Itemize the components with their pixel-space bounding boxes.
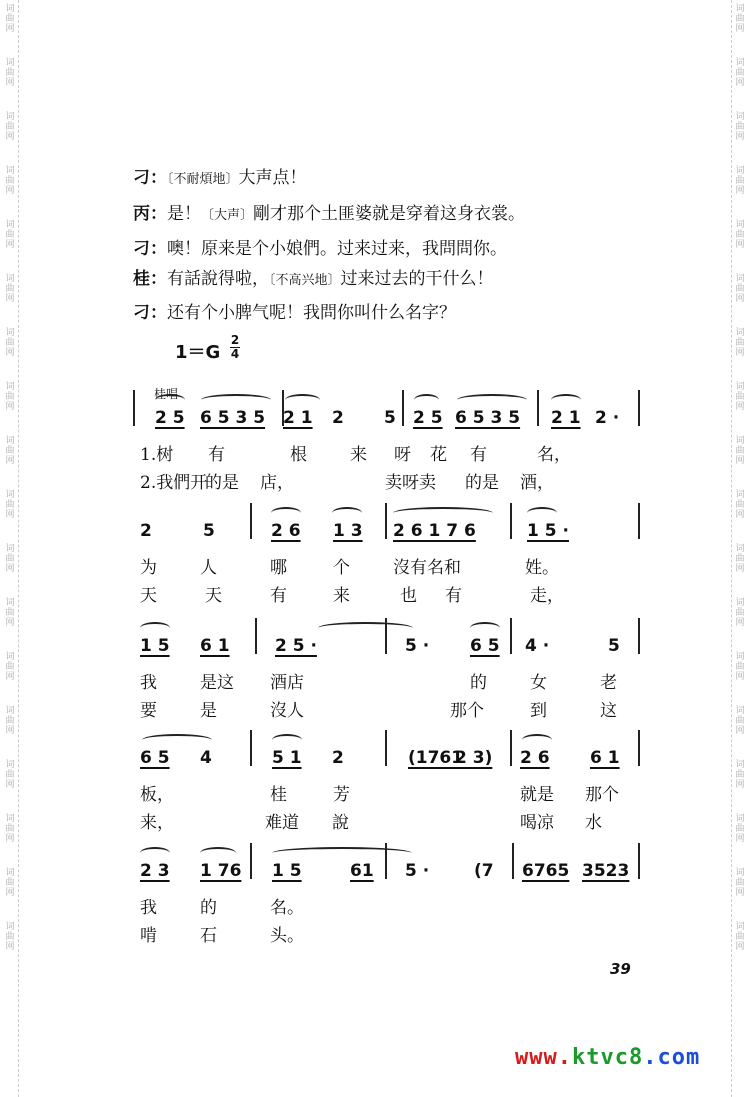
slur: [200, 847, 236, 859]
slur: [527, 507, 557, 519]
lyric-verse1: 那个: [585, 785, 619, 805]
lyric-verse2: 是: [200, 701, 217, 721]
bar-line: [250, 843, 252, 879]
lyric-verse1: 哪: [270, 558, 287, 578]
bar-line: [638, 618, 640, 654]
margin-watermark-text: 词 曲 网: [5, 328, 15, 358]
time-top: 2: [230, 333, 240, 347]
lyric-verse2: 酒，: [520, 473, 554, 493]
dialogue-line: [133, 264, 494, 289]
note-group: 61: [350, 861, 374, 881]
note-group: 3523: [582, 861, 630, 881]
lyric-verse2: 喝凉: [520, 813, 554, 833]
lyric-verse1: 为: [140, 558, 157, 578]
dialogue-text: 还有个小脾气呢！我問你叫什么名字？: [167, 303, 456, 323]
lyric-verse2: 的是: [205, 473, 239, 493]
dialogue-line: [133, 199, 525, 224]
speaker: 刁：: [133, 239, 167, 259]
slur: [285, 394, 320, 406]
lyric-verse2: 难道: [265, 813, 299, 833]
margin-watermark-text: 词 曲 网: [5, 436, 15, 466]
left-margin-watermark: [2, 0, 19, 1097]
margin-watermark-text: 词 曲 网: [5, 112, 15, 142]
dialogue-text: 大声点！: [238, 168, 307, 188]
speaker: 刁：: [133, 168, 167, 188]
margin-watermark-text: 词 曲 网: [5, 652, 15, 682]
lyric-verse2: 也: [400, 586, 417, 606]
note-group: 1 5: [140, 636, 170, 656]
note-group: 6 5 3 5: [455, 408, 521, 428]
slur: [155, 394, 185, 406]
margin-watermark-text: 词 曲 网: [735, 112, 745, 142]
lyric-verse1: 我: [140, 673, 157, 693]
margin-watermark-text: 词 曲 网: [735, 58, 745, 88]
lyric-verse1: 姓。: [525, 558, 559, 578]
lyric-verse1: 名。: [270, 898, 304, 918]
lyric-verse2: 到: [530, 701, 547, 721]
margin-watermark-text: 词 曲 网: [735, 544, 745, 574]
note-group: 6 5 3 5: [200, 408, 266, 428]
key-signature: 1＝G: [175, 342, 221, 363]
lyric-verse2: 店，: [260, 473, 294, 493]
bar-line: [250, 730, 252, 766]
lyric-verse1: 桂: [270, 785, 287, 805]
bar-line: [402, 390, 404, 426]
lyric-verse2: 来: [333, 586, 350, 606]
note-group: 2 3): [455, 748, 493, 768]
margin-watermark-text: 词 曲 网: [5, 274, 15, 304]
note-group: 1 76: [200, 861, 242, 881]
page-number: 39: [610, 960, 631, 978]
margin-watermark-text: 词 曲 网: [5, 598, 15, 628]
lyric-verse2: 走，: [530, 586, 564, 606]
note-group: 6 5: [470, 636, 500, 656]
slur: [272, 734, 302, 746]
speaker: 桂：: [133, 269, 167, 289]
dialogue-text: 噢！原来是个小娘們。过来过来，我問問你。: [167, 239, 507, 259]
note-group: 2 6: [520, 748, 550, 768]
lyric-verse1: 女: [530, 673, 547, 693]
lyric-verse2: 有: [270, 586, 287, 606]
margin-watermark-text: 词 曲 网: [735, 382, 745, 412]
dialogue-text: 有話說得啦，: [167, 269, 269, 289]
bar-line: [510, 618, 512, 654]
slur: [272, 847, 412, 859]
dialogue-text: 过来过去的干什么！: [340, 269, 494, 289]
note-group: 5: [384, 408, 396, 428]
note-group: 2 ·: [595, 408, 620, 428]
margin-watermark-text: 词 曲 网: [5, 220, 15, 250]
margin-watermark-text: 词 曲 网: [5, 544, 15, 574]
lyric-verse1: 板，: [140, 785, 174, 805]
stage-direction: 〔不高兴地〕: [269, 273, 341, 288]
note-group: 2: [332, 748, 344, 768]
bar-line: [510, 503, 512, 539]
time-signature: [230, 334, 240, 361]
lyric-verse1: 沒有名和: [393, 558, 461, 578]
margin-watermark-text: 词 曲 网: [735, 4, 745, 34]
lyric-verse1: 有: [470, 445, 487, 465]
stage-direction: 〔大声〕: [201, 208, 254, 223]
slur: [332, 507, 362, 519]
site-watermark: [515, 1045, 700, 1070]
margin-watermark-text: 词 曲 网: [735, 652, 745, 682]
margin-watermark-text: 词 曲 网: [5, 922, 15, 952]
margin-watermark-text: 词 曲 网: [5, 490, 15, 520]
bar-line: [133, 390, 135, 426]
lyric-verse2: 有: [445, 586, 462, 606]
bar-line: [255, 618, 257, 654]
slur: [393, 507, 493, 519]
note-group: 2 5: [413, 408, 443, 428]
note-group: 2 3: [140, 861, 170, 881]
note-group: 6 1: [200, 636, 230, 656]
lyric-verse2: 天: [140, 586, 157, 606]
lyric-verse2: 那个: [450, 701, 484, 721]
lyric-verse2: 水: [585, 813, 602, 833]
slur: [470, 622, 500, 634]
stage-direction: 〔不耐煩地〕: [167, 172, 239, 187]
lyric-verse1: 呀: [394, 445, 411, 465]
dialogue-line: [133, 298, 456, 323]
margin-watermark-text: 词 曲 网: [5, 166, 15, 196]
lyric-verse1: 来: [350, 445, 367, 465]
note-group: 2: [332, 408, 344, 428]
dialogue-text: 是！: [167, 204, 201, 224]
note-group: 5 ·: [405, 861, 430, 881]
bar-line: [510, 730, 512, 766]
lyric-verse1: 的: [200, 898, 217, 918]
site-part2: ktvc8: [571, 1045, 644, 1070]
slur: [551, 394, 581, 406]
lyric-verse2: 啃: [140, 926, 157, 946]
margin-watermark-text: 词 曲 网: [5, 382, 15, 412]
lyric-verse1: 人: [200, 558, 217, 578]
lyric-verse1: 有: [208, 445, 225, 465]
right-margin-watermark: [731, 0, 748, 1097]
note-group: 4 ·: [525, 636, 550, 656]
margin-watermark-text: 词 曲 网: [5, 868, 15, 898]
lyric-verse2: 天: [205, 586, 222, 606]
slur: [457, 394, 527, 406]
margin-watermark-text: 词 曲 网: [735, 760, 745, 790]
note-group: 1 5 ·: [527, 521, 569, 541]
lyric-verse2: 2.我們开: [140, 473, 208, 493]
lyric-verse1: 个: [333, 558, 350, 578]
margin-watermark-text: 词 曲 网: [735, 436, 745, 466]
note-group: 5 ·: [405, 636, 430, 656]
margin-watermark-text: 词 曲 网: [735, 814, 745, 844]
speaker: 刁：: [133, 303, 167, 323]
slur: [140, 847, 170, 859]
bar-line: [537, 390, 539, 426]
lyric-verse1: 是这: [200, 673, 234, 693]
lyric-verse1: 酒店: [270, 673, 304, 693]
dialogue-line: [133, 234, 507, 259]
note-group: 6 5: [140, 748, 170, 768]
note-group: (1761: [408, 748, 464, 768]
note-group: 2: [140, 521, 152, 541]
lyric-verse2: 头。: [270, 926, 304, 946]
slur: [140, 622, 170, 634]
margin-watermark-text: 词 曲 网: [5, 760, 15, 790]
margin-watermark-text: 词 曲 网: [735, 274, 745, 304]
lyric-verse2: 石: [200, 926, 217, 946]
bar-line: [385, 503, 387, 539]
bar-line: [638, 730, 640, 766]
lyric-verse1: 的: [470, 673, 487, 693]
bar-line: [512, 843, 514, 879]
margin-watermark-text: 词 曲 网: [735, 328, 745, 358]
lyric-verse2: 来，: [140, 813, 174, 833]
slur: [201, 394, 271, 406]
note-group: 5 1: [272, 748, 302, 768]
margin-watermark-text: 词 曲 网: [5, 4, 15, 34]
note-group: 1 5: [272, 861, 302, 881]
note-group: 2 1: [551, 408, 581, 428]
note-group: 1 3: [333, 521, 363, 541]
site-part3: .com: [643, 1045, 701, 1070]
margin-watermark-text: 词 曲 网: [735, 166, 745, 196]
margin-watermark-text: 词 曲 网: [735, 220, 745, 250]
note-group: 2 5: [155, 408, 185, 428]
lyric-verse1: 1.树: [140, 445, 174, 465]
dialogue-text: 剛才那个土匪婆就是穿着这身衣裳。: [253, 204, 526, 224]
note-group: 4: [200, 748, 212, 768]
dialogue-line: [133, 163, 307, 188]
margin-watermark-text: 词 曲 网: [735, 598, 745, 628]
note-group: 2 6: [271, 521, 301, 541]
margin-watermark-text: 词 曲 网: [735, 922, 745, 952]
lyric-verse2: 这: [600, 701, 617, 721]
note-group: (7: [474, 861, 494, 881]
slur: [414, 394, 439, 406]
bar-line: [638, 843, 640, 879]
bar-line: [385, 730, 387, 766]
margin-watermark-text: 词 曲 网: [735, 490, 745, 520]
lyric-verse1: 我: [140, 898, 157, 918]
note-group: 5: [203, 521, 215, 541]
bar-line: [638, 503, 640, 539]
lyric-verse2: 說: [332, 813, 349, 833]
margin-watermark-text: 词 曲 网: [735, 868, 745, 898]
lyric-verse1: 老: [600, 673, 617, 693]
time-bottom: 4: [230, 347, 240, 361]
lyric-verse1: 根: [290, 445, 307, 465]
note-group: 6 1: [590, 748, 620, 768]
lyric-verse1: 芳: [333, 785, 350, 805]
lyric-verse1: 花: [430, 445, 447, 465]
margin-watermark-text: 词 曲 网: [5, 706, 15, 736]
lyric-verse2: 要: [140, 701, 157, 721]
slur: [271, 507, 301, 519]
lyric-verse2: 的是: [465, 473, 499, 493]
margin-watermark-text: 词 曲 网: [735, 706, 745, 736]
lyric-verse2: 沒人: [270, 701, 304, 721]
slur: [522, 734, 552, 746]
slur: [318, 622, 413, 634]
speaker: 丙：: [133, 204, 167, 224]
lyric-verse1: 就是: [520, 785, 554, 805]
note-group: 2 1: [283, 408, 313, 428]
note-group: 5: [608, 636, 620, 656]
margin-watermark-text: 词 曲 网: [5, 814, 15, 844]
note-group: 6765: [522, 861, 570, 881]
slur: [142, 734, 212, 746]
note-group: 2 5 ·: [275, 636, 317, 656]
lyric-verse2: 卖呀卖: [385, 473, 436, 493]
singer-label: 桂唱: [154, 387, 179, 401]
bar-line: [250, 503, 252, 539]
lyric-verse1: 名，: [537, 445, 571, 465]
bar-line: [638, 390, 640, 426]
note-group: 2 6 1 7 6: [393, 521, 476, 541]
margin-watermark-text: 词 曲 网: [5, 58, 15, 88]
site-part1: www.: [515, 1045, 572, 1070]
